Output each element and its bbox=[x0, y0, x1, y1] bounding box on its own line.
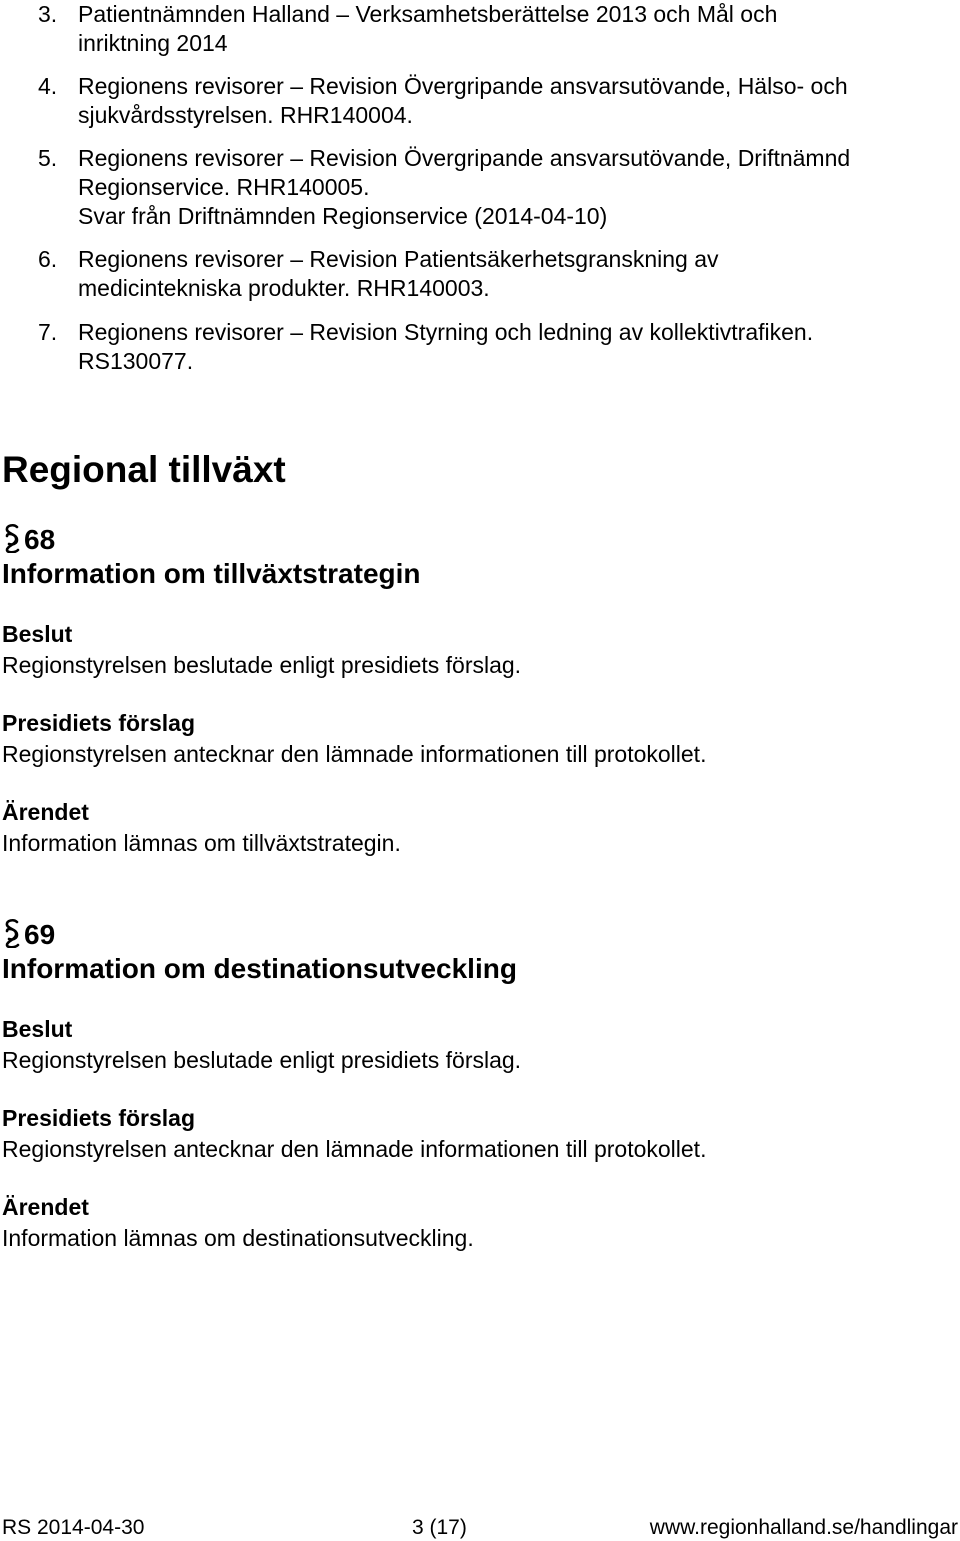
forslag-label: Presidiets förslag bbox=[2, 1105, 196, 1131]
footer-doc-ref: RS 2014-04-30 bbox=[2, 1516, 145, 1539]
forslag-text: Regionstyrelsen antecknar den lämnade informationen till protokollet. bbox=[2, 1136, 707, 1162]
arendet-text: Information lämnas om destinationsutveckling. bbox=[2, 1225, 474, 1251]
list-item-text: sjukvårdsstyrelsen. RHR140004. bbox=[78, 102, 413, 128]
list-item-text: Regionens revisorer – Revision Styrning och ledning av kollektivtrafiken. bbox=[78, 319, 814, 345]
arendet-text: Information lämnas om tillväxtstrategin. bbox=[2, 830, 401, 856]
beslut-text: Regionstyrelsen beslutade enligt presidiets förslag. bbox=[2, 652, 522, 678]
paragraph-sign-icon bbox=[2, 523, 22, 553]
item-title: Information om tillväxtstrategin bbox=[2, 558, 421, 589]
arendet-label: Ärendet bbox=[2, 1194, 89, 1220]
list-item-text: Regionens revisorer – Revision Övergripande ansvarsutövande, Driftnämnd bbox=[78, 145, 851, 171]
beslut-label: Beslut bbox=[2, 621, 73, 647]
footer-url: www.regionhalland.se/handlingar bbox=[649, 1516, 958, 1539]
list-item-text: Regionens revisorer – Revision Övergripande ansvarsutövande, Hälso- och bbox=[78, 73, 848, 99]
list-item-number: 3. bbox=[38, 1, 58, 27]
list-item bbox=[38, 72, 948, 130]
list-item-text: Svar från Driftnämnden Regionservice (2014-04-10) bbox=[78, 203, 608, 229]
list-item-text: inriktning 2014 bbox=[78, 30, 228, 56]
list-item bbox=[38, 245, 948, 303]
list-item-text: Regionens revisorer – Revision Patientsäkerhetsgranskning av bbox=[78, 246, 719, 272]
forslag-text: Regionstyrelsen antecknar den lämnade informationen till protokollet. bbox=[2, 741, 707, 767]
list-item-number: 4. bbox=[38, 73, 58, 99]
beslut-label: Beslut bbox=[2, 1016, 73, 1042]
item-title: Information om destinationsutveckling bbox=[2, 953, 517, 984]
list-item-number: 5. bbox=[38, 145, 58, 171]
item-number: 68 bbox=[24, 524, 56, 555]
list-item-text: RS130077. bbox=[78, 348, 194, 374]
section-heading: Regional tillväxt bbox=[2, 449, 286, 490]
footer-page-number: 3 (17) bbox=[412, 1516, 467, 1539]
list-item-text: Patientnämnden Halland – Verksamhetsberättelse 2013 och Mål och bbox=[78, 1, 778, 27]
list-item bbox=[38, 318, 948, 376]
paragraph-sign-icon bbox=[2, 918, 22, 948]
list-item bbox=[38, 0, 948, 58]
beslut-text: Regionstyrelsen beslutade enligt presidiets förslag. bbox=[2, 1047, 522, 1073]
list-item-number: 7. bbox=[38, 319, 58, 345]
list-item-text: medicintekniska produkter. RHR140003. bbox=[78, 275, 490, 301]
list-item-number: 6. bbox=[38, 246, 58, 272]
list-item bbox=[38, 144, 948, 231]
item-number: 69 bbox=[24, 919, 56, 950]
list-item-text: Regionservice. RHR140005. bbox=[78, 174, 370, 200]
arendet-label: Ärendet bbox=[2, 799, 89, 825]
forslag-label: Presidiets förslag bbox=[2, 710, 196, 736]
